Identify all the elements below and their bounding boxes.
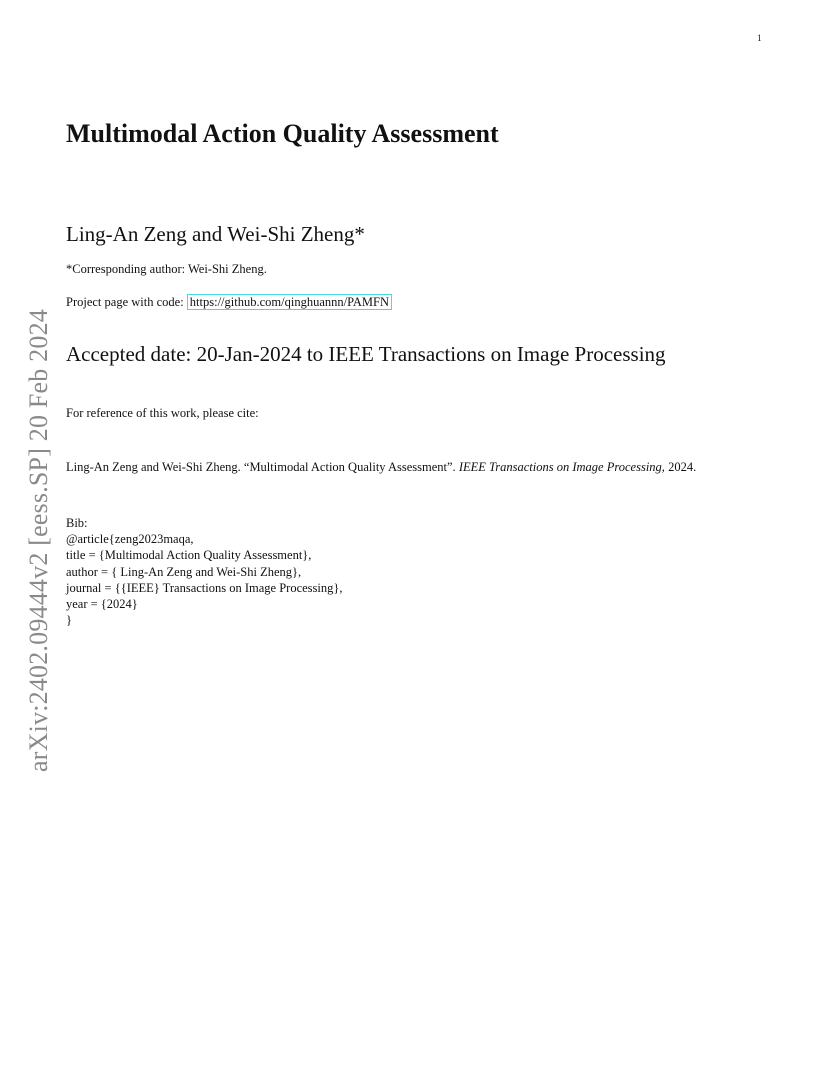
page-number: 1 — [757, 33, 762, 43]
corresponding-author-note: *Corresponding author: Wei-Shi Zheng. — [66, 262, 267, 276]
accepted-date-line: Accepted date: 20-Jan-2024 to IEEE Transactions on Image Processing — [66, 342, 666, 366]
project-page-link[interactable]: https://github.com/qinghuannn/PAMFN — [187, 294, 392, 310]
citation-suffix: 2024. — [664, 460, 697, 474]
bibtex-label: Bib: — [66, 516, 88, 530]
paper-title: Multimodal Action Quality Assessment — [66, 119, 499, 148]
arxiv-identifier-stamp: arXiv:2402.09444v2 [eess.SP] 20 Feb 2024 — [24, 309, 53, 772]
citation-venue: IEEE Transactions on Image Processing, — [458, 460, 665, 474]
bibtex-line: @article{zeng2023maqa, — [66, 532, 194, 547]
citation-prefix: Ling-An Zeng and Wei-Shi Zheng. “Multimodal Action Quality Assessment”. — [66, 460, 459, 474]
bibtex-line: author = { Ling-An Zeng and Wei-Shi Zheng}, — [66, 564, 302, 579]
bibtex-line: journal = {{IEEE} Transactions on Image Processing}, — [66, 580, 343, 595]
bibtex-line: title = {Multimodal Action Quality Assessment}, — [66, 548, 312, 563]
bibtex-line: year = {2024} — [66, 597, 138, 612]
bibtex-line: } — [66, 613, 72, 628]
citation-text — [66, 460, 696, 475]
project-page-line — [66, 295, 392, 310]
reference-intro: For reference of this work, please cite: — [66, 406, 259, 420]
project-page-label: Project page with code: — [66, 295, 187, 309]
paper-authors: Ling-An Zeng and Wei-Shi Zheng* — [66, 222, 365, 246]
bibtex-block — [66, 515, 343, 628]
